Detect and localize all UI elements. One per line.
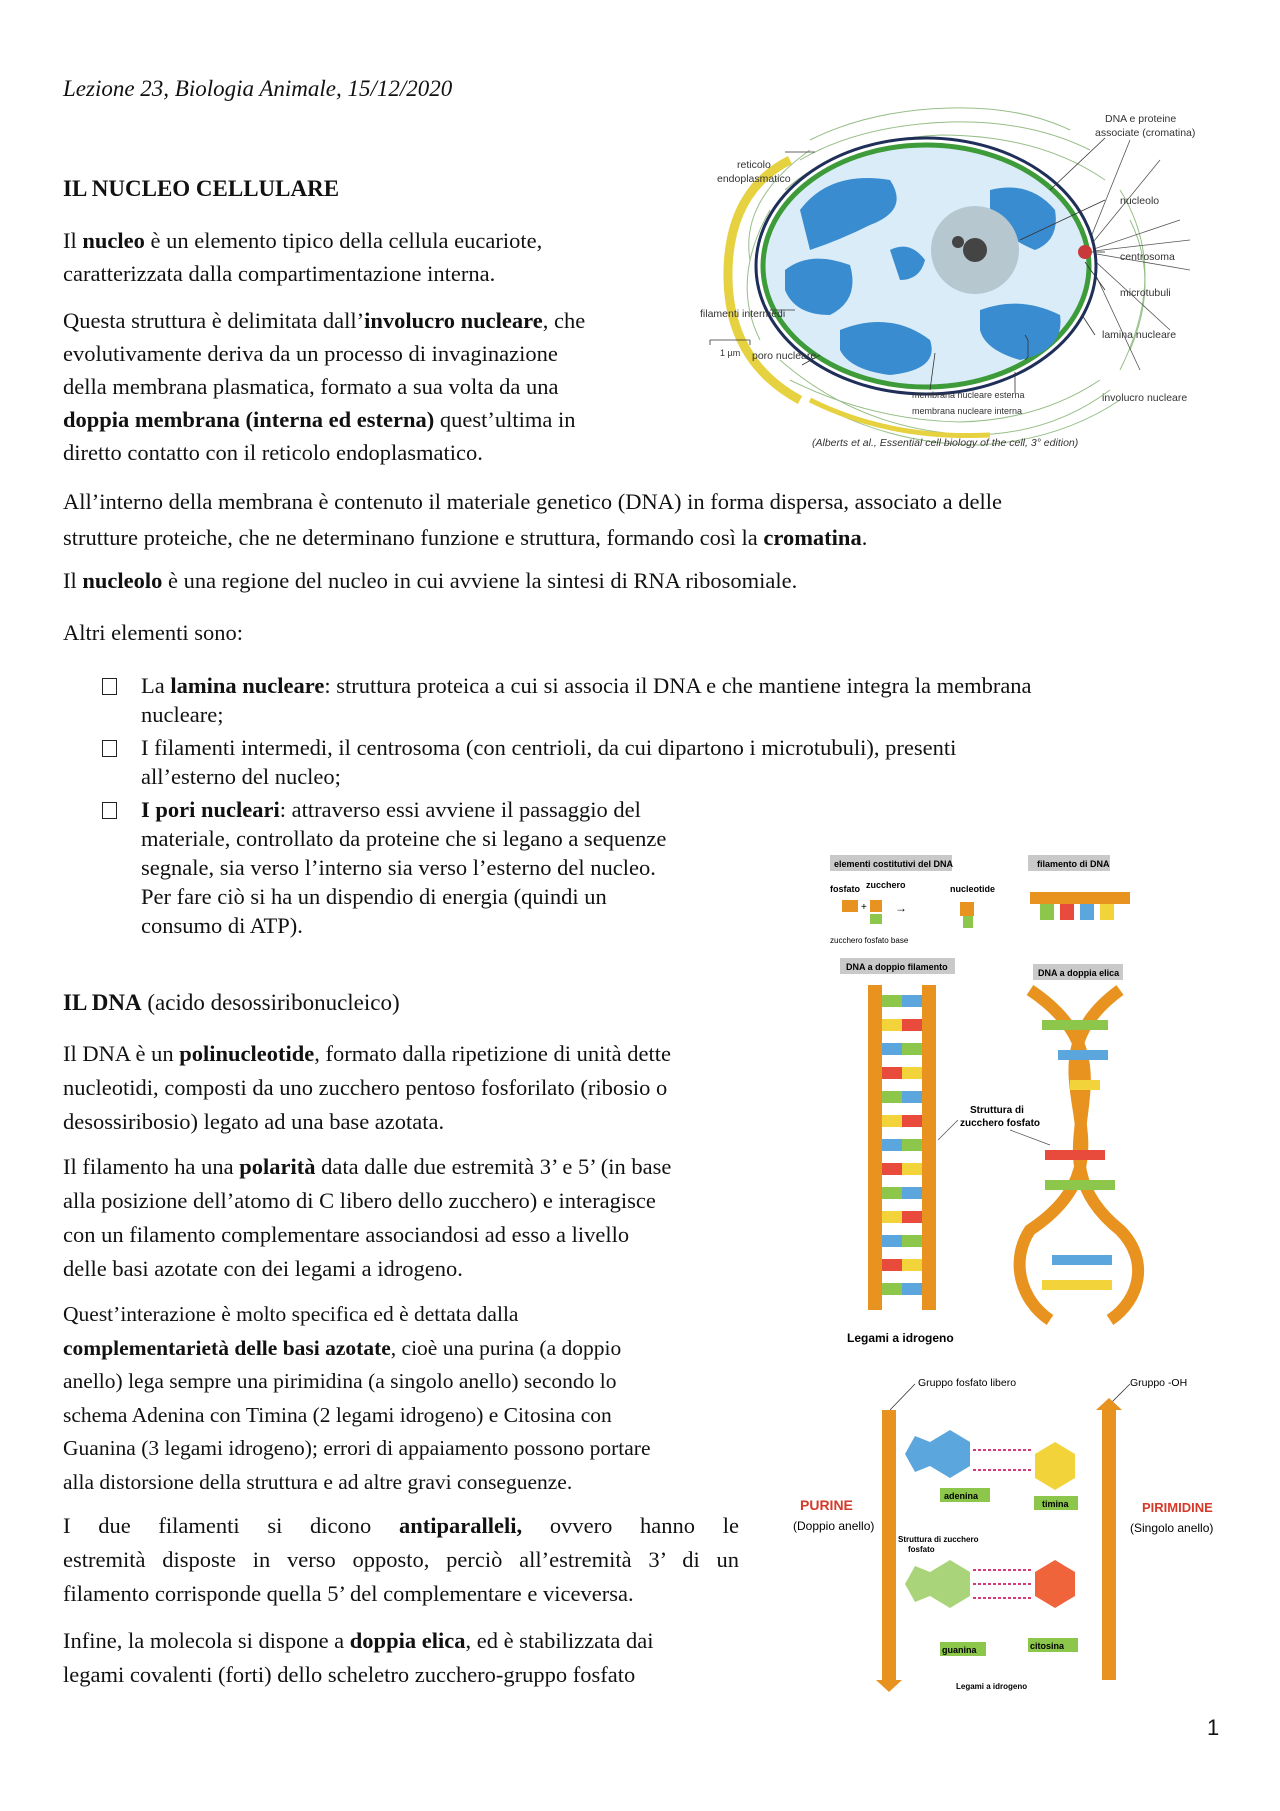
label-singolo-anello: (Singolo anello)	[1130, 1521, 1214, 1535]
rung-left	[882, 1211, 902, 1223]
rung-right	[902, 1091, 922, 1103]
nucleus-diagram	[690, 100, 1220, 465]
rung-right	[902, 1115, 922, 1127]
dna-helix-graphic	[1020, 990, 1139, 1320]
label-doppia-elica: DNA a doppia elica	[1038, 968, 1120, 978]
rung-left	[882, 1043, 902, 1055]
label-lamina: lamina nucleare	[1102, 329, 1177, 341]
bullet-box-icon	[102, 678, 117, 695]
dna-ladder-graphic	[868, 985, 936, 1310]
dna-structure-diagram	[820, 850, 1150, 1350]
rung-left	[882, 1019, 902, 1031]
paragraph-doppia-elica: Infine, la molecola si dispone a doppia elica, ed è stabilizzata dai legami covalenti (forti) dello scheletro zucchero-gruppo fosfato	[63, 1628, 654, 1687]
label-elementi: elementi costitutivi del DNA	[834, 859, 954, 869]
rung-right	[902, 995, 922, 1007]
label-reticolo-2: endoplasmatico	[717, 173, 791, 185]
label-gruppo-fosfato: Gruppo fosfato libero	[918, 1377, 1017, 1389]
label-legami-idrogeno-2: Legami a idrogeno	[956, 1682, 1028, 1691]
backbone-left	[882, 1410, 896, 1680]
label-struttura-2: zucchero fosfato	[960, 1118, 1041, 1129]
paragraph-nucleolo: Il nucleolo è una regione del nucleo in cui avviene la sintesi di RNA ribosomiale.	[63, 568, 798, 593]
rung-left	[882, 1163, 902, 1175]
label-timina: timina	[1042, 1499, 1069, 1509]
rung-left	[882, 1091, 902, 1103]
label-pirimidine: PIRIMIDINE	[1142, 1500, 1213, 1515]
label-citosina: citosina	[1030, 1641, 1065, 1651]
rung-right	[902, 1235, 922, 1247]
label-zucchero-fosfato: zucchero fosfato base	[830, 936, 909, 945]
label-guanina: guanina	[942, 1645, 977, 1655]
label-poro: poro nucleare	[752, 350, 817, 362]
rung-left	[882, 1283, 902, 1295]
section-title-nucleo: IL NUCLEO CELLULARE	[63, 176, 340, 201]
paragraph-antiparalleli-l3: filamento corrisponde quella 5’ del complementare e viceversa.	[63, 1581, 634, 1606]
figure-caption-alberts: (Alberts et al., Essential cell biology of the cell, 3° edition)	[812, 437, 1079, 449]
rung-left	[882, 1139, 902, 1151]
lesson-header: Lezione 23, Biologia Animale, 15/12/2020	[63, 76, 453, 101]
label-reticolo: reticolo	[737, 159, 771, 171]
label-fosfato: fosfato	[830, 884, 860, 894]
rung-right	[902, 1043, 922, 1055]
rung-left	[882, 1235, 902, 1247]
base-pairing-diagram	[790, 1370, 1214, 1695]
rung-right	[902, 1067, 922, 1079]
bullet-box-icon	[102, 802, 117, 819]
paragraph-cromatina: All’interno della membrana è contenuto il materiale genetico (DNA) in forma dispersa, associato a delle strutture proteiche, che ne determinano funzione e struttura, formando così la cromatina.	[63, 489, 1003, 550]
label-involucro: involucro nucleare	[1102, 392, 1188, 404]
label-zucchero: zucchero	[866, 880, 906, 890]
page-number: 1	[1207, 1715, 1220, 1740]
svg-text:→: →	[895, 901, 907, 915]
rung-left	[882, 1067, 902, 1079]
rung-left	[882, 995, 902, 1007]
label-membrana-interna: membrana nucleare interna	[912, 406, 1023, 416]
paragraph-involucro: Questa struttura è delimitata dall’involucro nucleare, che evolutivamente deriva da un processo di invaginazione della membrana plasmatica, formato a sua volta da una doppia membrana (interna ed esterna) quest’ultima in diretto contatto con il reticolo endoplasmatico.	[63, 308, 586, 465]
label-legami-idrogeno: Legami a idrogeno	[847, 1331, 954, 1345]
label-nucleotide: nucleotide	[950, 884, 996, 894]
label-dna-proteins: DNA e proteine	[1105, 113, 1177, 125]
paragraph-polinucleotide: Il DNA è un polinucleotide, formato dalla ripetizione di unità dette nucleotidi, composti da uno zucchero pentoso fosforilato (ribosio o desossiribosio) legato ad una base azotata.	[63, 1041, 672, 1134]
paragraph-antiparalleli-l1: I due filamenti si dicono antiparalleli, ovvero hanno le	[63, 1513, 739, 1538]
label-filamento: filamento di DNA	[1037, 859, 1110, 869]
rung-left	[882, 1259, 902, 1271]
rung-right	[902, 1259, 922, 1271]
document-page: Lezione 23, Biologia Animale, 15/12/2020 IL NUCLEO CELLULARE Il nucleo è un elemento tipico della cellula eucariote, caratterizzata dalla compartimentazione interna. Questa struttura è delimitata dall’involucro nucleare, che evolutivamente deriva da un processo di invaginazione della membrana plasmatica, formato a sua volta da una doppia membrana (interna ed esterna) quest’ultima in diretto contatto con il reticolo endoplasmatico. All’interno della membrana è contenuto il materiale genetico (DNA) in forma dispersa, associato a delle strutture proteiche, che ne determinano funzione e struttura, formando così la cromatina. Il nucleolo è una regione del nucleo in cui avviene la sintesi di RNA ribosomiale. Altri elementi sono: La lamina nucleare: struttura proteica a cui si associa il DNA e che mantiene integra la membrana nucleare; I filamenti intermedi, il centrosoma (con centrioli, da cui dipartono i microtubuli), presenti all’esterno del nucleo; I pori nucleari: attraverso essi avviene il passaggio del materiale, controllato da proteine che si legano a sequenze segnale, sia verso l’interno sia verso l’esterno del nucleo. Per fare ciò si ha un dispendio di energia (quindi un consumo di ATP). IL DNA (acido desossiribonucleico) Il DNA è un polinucleotide, formato dalla ripetizione di unità dette nucleotidi, composti da uno zucchero pentoso fosforilato (ribosio o desossiribosio) legato ad una base azotata. Il filamento ha una polarità data dalle due estremità 3’ e 5’ (in base alla posizione dell’atomo di C libero dello zucchero) e interagisce con un filamento complementare associandosi ad esso a livello delle basi azotate con dei legami a idrogeno. Quest’interazione è molto specifica ed è dettata dalla complementarietà delle basi azotate, cioè una purina (a doppio anello) lega sempre una pirimidina (a singolo anello) secondo lo schema Adenina con Timina (2 legami idrogeno) e Citosina con Guanina (3 legami idrogeno); errori di appaiamento possono portare alla distorsione della struttura e ad altre gravi conseguenze. I due filamenti si dicono antiparalleli, ovvero hanno le estremità disposte in verso opposto, perciò all’estremità 3’ di un filamento corrisponde quella 5’ del complementare e viceversa. Infine, la molecola si dispone a doppia elica, ed è stabilizzata dai legami covalenti (forti) dello scheletro zucchero-gruppo fosfato 1 DNA e proteine associate (cromatina) reticolo endoplasmatico nucleolo centrosoma microtubuli filamenti intermedi lamina nucleare poro nucleare 1 µm membrana nucleare esterna membrana nucleare interna involucro nucleare (Alberts et al., Essential cell biology of the cell, 3° edition) elementi costitutivi del DNA filamento di DNA fosfato zucchero nucleotide + → zucchero fosfato base DNA a doppio filamento DNA a doppia elica Struttura di zucchero fosfato Legami a idrogeno Gruppo fosfato libero Gruppo -OH PURINE (Doppio anello) PIRIMIDINE (Singolo anello) adenina timina Struttura di zucchero fosfato guanina citosina Legami a idrogeno	[63, 76, 1220, 1740]
bullet-box-icon	[102, 740, 117, 757]
backbone-right	[1102, 1410, 1116, 1680]
rung-right	[902, 1283, 922, 1295]
label-dna-proteins-2: associate (cromatina)	[1095, 127, 1196, 139]
rung-right	[902, 1211, 922, 1223]
svg-text:+: +	[861, 902, 867, 913]
label-struttura-zucchero: Struttura di zucchero	[898, 1535, 979, 1544]
paragraph-antiparalleli-l2: estremità disposte in verso opposto, perciò all’estremità 3’ di un	[63, 1547, 739, 1572]
section-title-dna: IL DNA (acido desossiribonucleico)	[63, 990, 400, 1015]
rung-right	[902, 1187, 922, 1199]
label-struttura: Struttura di	[970, 1105, 1024, 1116]
label-doppio-anello: (Doppio anello)	[793, 1519, 875, 1533]
label-filamenti: filamenti intermedi	[700, 308, 786, 320]
label-centrosoma: centrosoma	[1120, 251, 1175, 263]
label-nucleolo: nucleolo	[1120, 195, 1160, 207]
label-gruppo-oh: Gruppo -OH	[1130, 1377, 1188, 1389]
paragraph-polarita: Il filamento ha una polarità data dalle due estremità 3’ e 5’ (in base alla posizione dell’atomo di C libero dello zucchero) e interagisce con un filamento complementare associandosi ad esso a livello delle basi azotate con dei legami a idrogeno.	[63, 1154, 672, 1281]
rung-right	[902, 1139, 922, 1151]
paragraph-altri-elementi: Altri elementi sono:	[63, 620, 243, 645]
paragraph-complementarieta: Quest’interazione è molto specifica ed è dettata dalla complementarietà delle basi azotate, cioè una purina (a doppio anello) lega sempre una pirimidina (a singolo anello) secondo lo schema Adenina con Timina (2 legami idrogeno) e Citosina con Guanina (3 legami idrogeno); errori di appaiamento possono portare alla distorsione della struttura e ad altre gravi conseguenze.	[63, 1302, 651, 1494]
label-scale: 1 µm	[720, 348, 741, 358]
paragraph-nucleo-intro: Il nucleo è un elemento tipico della cellula eucariote, caratterizzata dalla compartimentazione interna.	[63, 228, 543, 286]
rung-right	[902, 1019, 922, 1031]
label-adenina: adenina	[944, 1491, 979, 1501]
label-membrana-esterna: membrana nucleare esterna	[912, 390, 1025, 400]
rung-right	[902, 1163, 922, 1175]
label-purine: PURINE	[800, 1497, 853, 1513]
label-fosfato: fosfato	[908, 1545, 935, 1554]
label-doppio-filamento: DNA a doppio filamento	[846, 962, 948, 972]
label-microtubuli: microtubuli	[1120, 287, 1171, 299]
centrosome-graphic	[1078, 245, 1092, 259]
rung-left	[882, 1115, 902, 1127]
rung-left	[882, 1187, 902, 1199]
